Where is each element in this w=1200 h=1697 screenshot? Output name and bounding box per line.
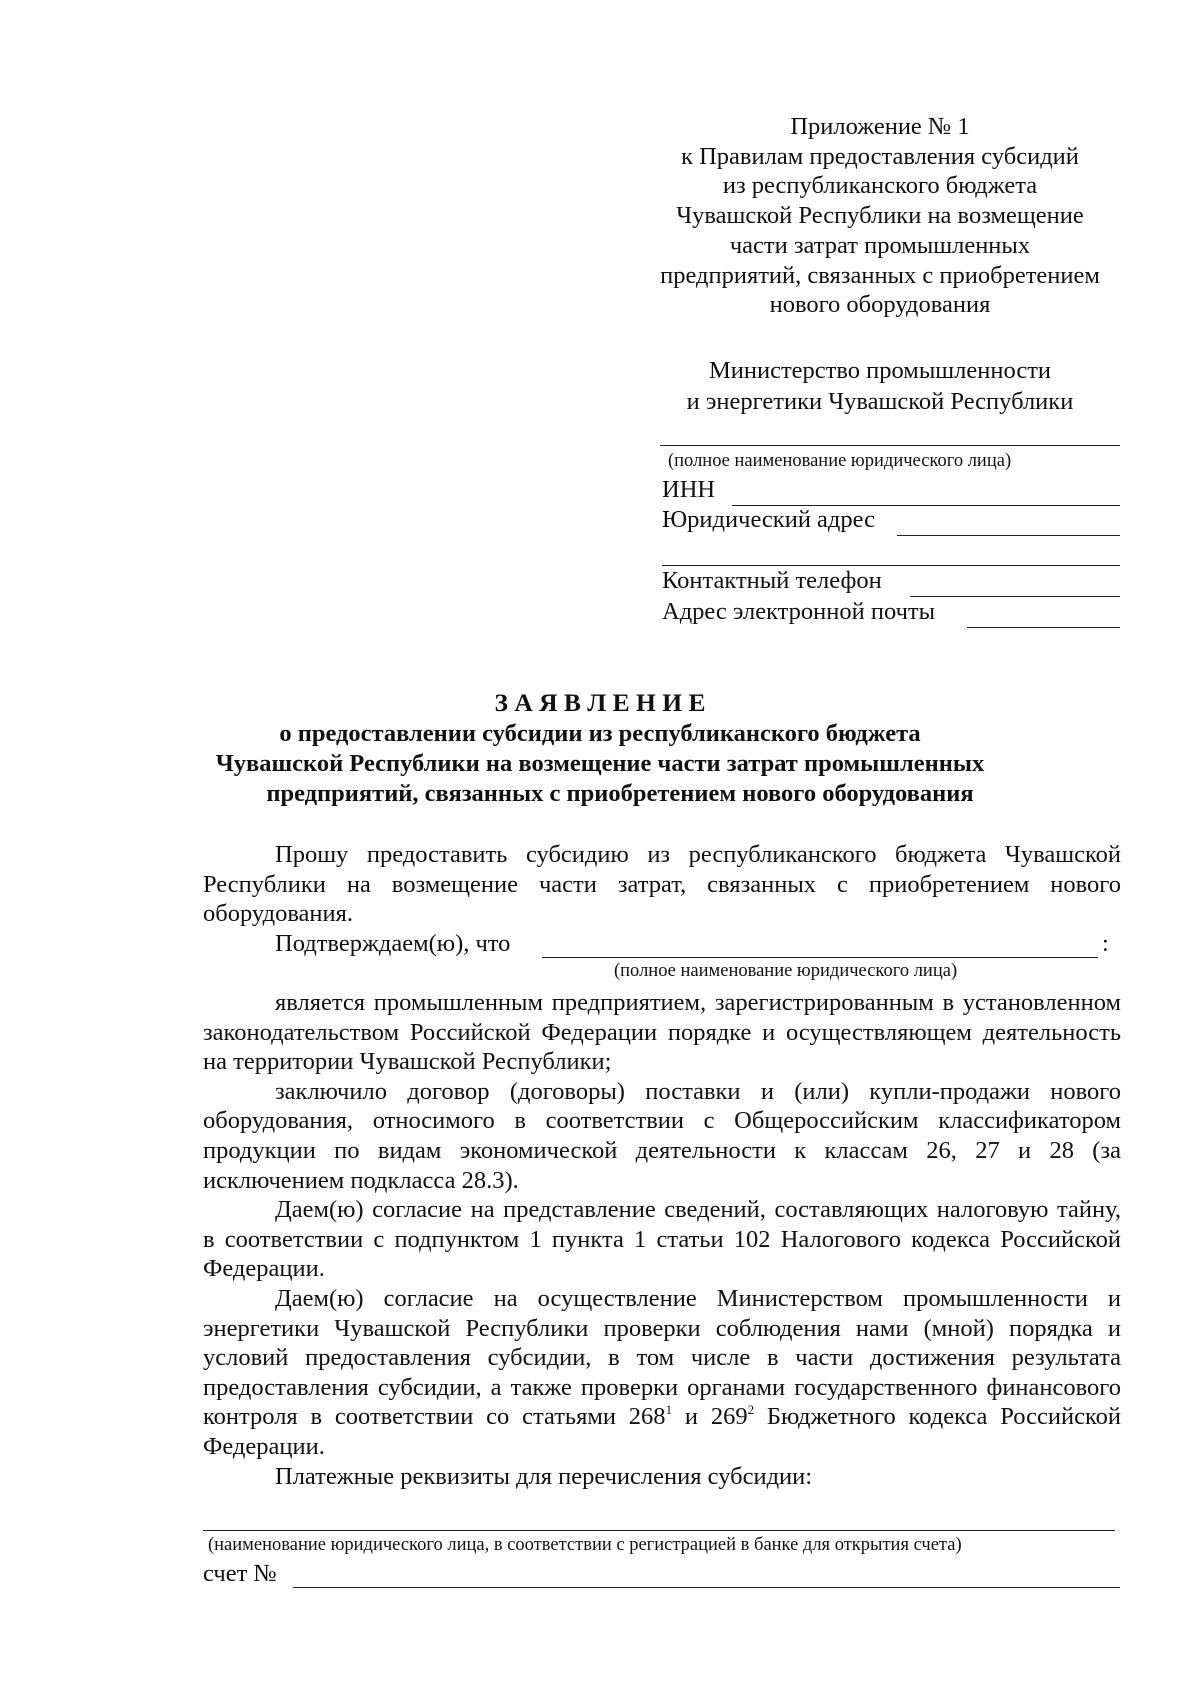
legal-address-field[interactable] — [897, 535, 1120, 536]
confirm-entity-hint: (полное наименование юридического лица) — [614, 961, 958, 981]
title-line: о предоставлении субсидии из республиканского бюджета — [279, 720, 921, 747]
title-line: Чувашской Республики на возмещение части затрат промышленных — [215, 750, 985, 777]
paragraph-text: Прошу предоставить субсидию из республиканского бюджета Чувашской Республики на возмещение части затрат, связанных с приобретением нового оборудования. — [203, 841, 1121, 928]
addressee-line: и энергетики Чувашской Республики — [686, 388, 1074, 415]
confirm-entity-field[interactable] — [542, 957, 1098, 958]
confirm-label: Подтверждаем(ю), что — [275, 930, 511, 957]
addressee-block — [640, 355, 1120, 417]
paragraph-text: является промышленным предприятием, зарегистрированным в установленном законодательством Российской Федерации порядке и осуществляющем деятельность на территории Чувашской Республики; — [203, 989, 1121, 1076]
appendix-line: части затрат промышленных — [729, 231, 1031, 259]
inn-label: ИНН — [662, 476, 716, 503]
account-label: счет № — [203, 1560, 277, 1587]
appendix-line: нового оборудования — [769, 291, 991, 319]
phone-label: Контактный телефон — [662, 567, 882, 594]
paragraph-text: Бюджетного кодекса Российской Федерации. — [203, 1403, 1121, 1460]
legal-address-field-continued[interactable] — [662, 565, 1120, 566]
legal-address-label: Юридический адрес — [662, 506, 875, 533]
appendix-line: Приложение № 1 — [790, 113, 970, 140]
appendix-line: из республиканского бюджета — [722, 172, 1038, 200]
appendix-line: к Правилам предоставления субсидий — [681, 142, 1079, 170]
paragraph-text: Платежные реквизиты для перечисления субсидии: — [275, 1462, 813, 1490]
body-paragraphs — [203, 988, 1121, 1491]
confirm-colon: : — [1102, 930, 1109, 957]
appendix-line: Чувашской Республики на возмещение — [676, 202, 1084, 230]
paragraph-text: заключило договор (договоры) поставки и (или) купли-продажи нового оборудования, относимого в соответствии с Общероссийским классификатором продукции по видам экономической деятельности к классам 26, 27 и 28 (за исключением подкласса 28.3). — [203, 1077, 1121, 1194]
superscript: 2 — [747, 1402, 755, 1418]
phone-field[interactable] — [910, 596, 1120, 597]
addressee-line: Министерство промышленности — [708, 357, 1052, 384]
superscript: 1 — [665, 1402, 673, 1418]
paragraph-text: и 269 — [672, 1403, 748, 1431]
entity-name-hint: (полное наименование юридического лица) — [668, 451, 1012, 471]
paragraph-text: Даем(ю) согласие на представление сведений, составляющих налоговую тайну, в соответствии с подпунктом 1 пункта 1 статьи 102 Налогового кодекса Российской Федерации. — [203, 1196, 1121, 1283]
entity-name-line[interactable] — [660, 445, 1120, 446]
account-number-field[interactable] — [293, 1587, 1120, 1588]
email-label: Адрес электронной почты — [662, 598, 936, 625]
bank-entity-hint: (наименование юридического лица, в соответствии с регистрацией в банке для открытия счета) — [208, 1535, 962, 1555]
paragraph-request — [203, 840, 1121, 929]
title-line: предприятий, связанных с приобретением нового оборудования — [266, 780, 974, 807]
bank-entity-field[interactable] — [203, 1530, 1115, 1531]
paragraph-text: Даем(ю) согласие на осуществление Министерством промышленности и энергетики Чувашской Республики проверки соблюдения нами (мной) порядка и условий предоставления субсидии, в том числе в части достижения результата предоставления субсидии, а также проверки органами государственного финансового контроля в соответствии со статьями 268 — [203, 1284, 1121, 1431]
email-field[interactable] — [967, 627, 1120, 628]
appendix-block — [640, 112, 1120, 320]
paragraph-consent — [203, 1284, 1121, 1462]
document-title: З А Я В Л Е Н И Е — [494, 688, 706, 717]
appendix-line: предприятий, связанных с приобретением — [660, 261, 1100, 289]
